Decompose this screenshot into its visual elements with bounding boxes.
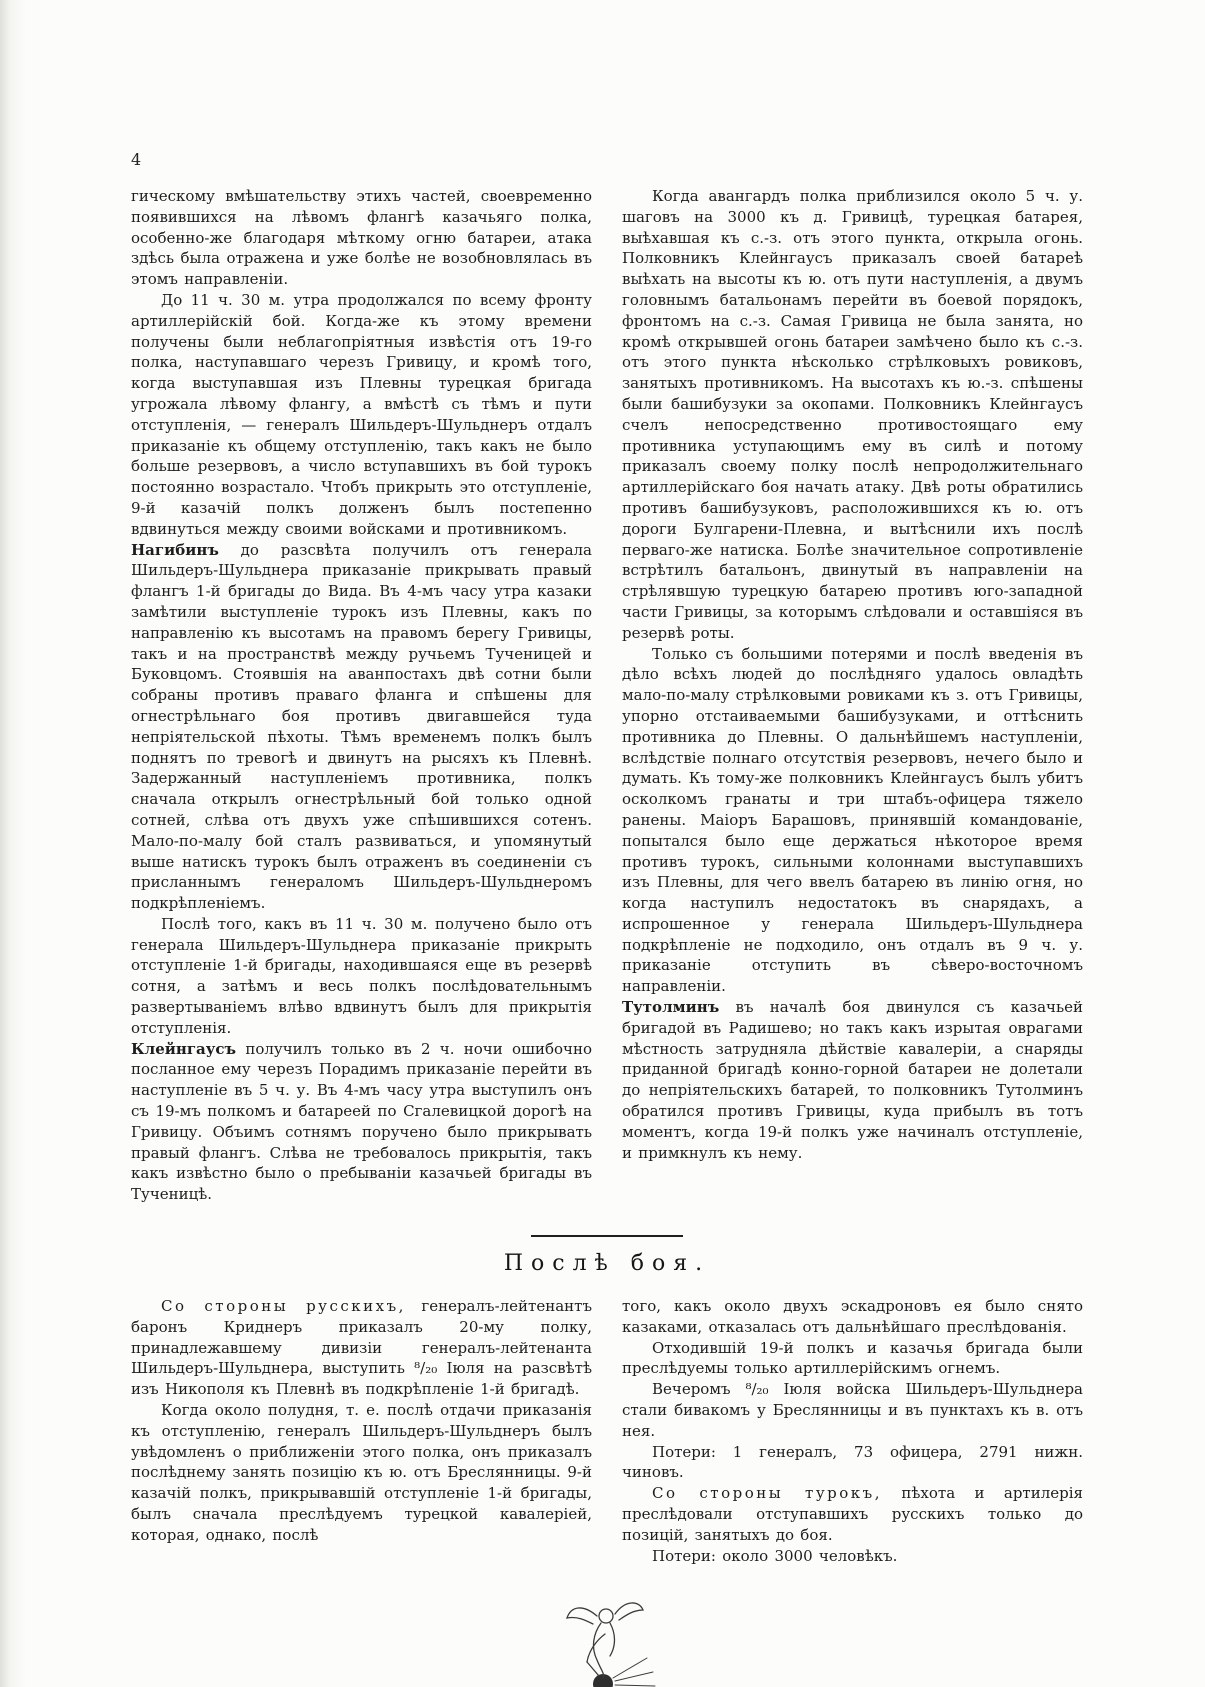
tailpiece-vignette-illustration — [131, 1590, 1083, 1687]
paragraph: Нагибинъ до разсвѣта получилъ отъ генерала Шильдеръ-Шульднера приказаніе прикрывать правый флангъ 1-й бригады до Вида. Въ 4-мъ часу утра казаки замѣтили выступленіе турокъ изъ Плевны, какъ по направленію къ высотамъ на правомъ берегу Гривицы, такъ и на пространствѣ между ручьемъ Тученицей и Буковцомъ. Стоявшія на аванпостахъ двѣ сотни были собраны противъ праваго фланга и спѣшены для огнестрѣльнаго боя противъ двигавшейся туда непріятельской пѣхоты. Тѣмъ временемъ полкъ былъ поднятъ по тревогѣ и двинутъ на рысяхъ къ Плевнѣ. Задержанный наступленіемъ противника, полкъ сначала открылъ огнестрѣльный бой только одной сотней, слѣва отъ двухъ уже спѣшившихся сотенъ. Мало-по-малу бой сталъ развиваться, и упомянутый выше натискъ турокъ былъ отраженъ въ соединеніи съ присланнымъ генераломъ Шильдеръ-Шульднеромъ подкрѣпленіемъ. — [131, 540, 592, 913]
bottom-right-column — [622, 1296, 1083, 1566]
cherub-engraving-icon — [547, 1590, 667, 1687]
bottom-two-column-text — [131, 1296, 1083, 1566]
paragraph-lead-word: Со стороны турокъ, — [652, 1484, 882, 1503]
paragraph: Потери: около 3000 человѣкъ. — [652, 1546, 898, 1565]
page-content — [131, 186, 1083, 1687]
paragraph: Вечеромъ ⁸/₂₀ Іюля войска Шильдеръ-Шульднера стали бивакомъ у Бреслянницы и въ пунктахъ къ в. отъ нея. — [622, 1380, 1083, 1440]
top-left-column — [131, 186, 592, 1205]
paragraph: Со стороны русскихъ, генералъ-лейтенантъ баронъ Криднеръ приказалъ 20-му полку, принадлежавшему дивизіи генералъ-лейтенанта Шильдеръ-Шульднера, выступить ⁸/₂₀ Іюля на разсвѣтѣ изъ Никополя къ Плевнѣ въ подкрѣпленіе 1-й бригадѣ. — [131, 1297, 592, 1399]
paragraph: До 11 ч. 30 м. утра продолжался по всему фронту артиллерійскій бой. Когда-же къ этому времени получены были неблагопріятныя извѣстія отъ 19-го полка, наступавшаго черезъ Гривицу, и кромѣ того, когда выступавшая изъ Плевны турецкая бригада угрожала лѣвому флангу, а вмѣстѣ съ тѣмъ и пути отступленія, — генералъ Шильдеръ-Шульднеръ отдалъ приказаніе къ общему отступленію, такъ какъ не было больше резервовъ, а число вступавшихъ въ бой турокъ постоянно возрастало. Чтобъ прикрыть это отступленіе, 9-й казачій полкъ долженъ былъ постепенно вдвинуться между своими войсками и противникомъ. — [131, 290, 592, 538]
paragraph: Со стороны турокъ, пѣхота и артилерія преслѣдовали отступавшихъ русскихъ только до позицій, занятыхъ до боя. — [622, 1484, 1083, 1544]
paragraph-lead-word: Клейнгаусъ — [131, 1039, 237, 1058]
paragraph-lead-word: Нагибинъ — [131, 540, 219, 559]
section-divider-rule — [531, 1235, 683, 1237]
paragraph: Отходившій 19-й полкъ и казачья бригада были преслѣдуемы только артиллерійскимъ огнемъ. — [622, 1338, 1083, 1378]
paragraph: Только съ большими потерями и послѣ введенія въ дѣло всѣхъ людей до послѣдняго удалось овладѣть мало-по-малу стрѣлковыми ровиками къ з. отъ Гривицы, упорно отстаиваемыми башибузуками, и оттѣснить противника до Плевны. О дальнѣйшемъ наступленіи, вслѣдствіе полнаго отсутствія резервовъ, нечего было и думать. Къ тому-же полковникъ Клейнгаусъ былъ убитъ осколкомъ гранаты и три штабъ-офицера тяжело ранены. Маіоръ Барашовъ, принявшій командованіе, попытался было еще держаться нѣкоторое время противъ турокъ, сильными колоннами выступавшихъ изъ Плевны, для чего ввелъ батарею въ линію огня, но когда наступилъ недостатокъ въ снарядахъ, а испрошенное у генерала Шильдеръ-Шульднера подкрѣпленіе не подходило, онъ отдалъ въ 9 ч. у. приказаніе отступить въ сѣверо-восточномъ направленіи. — [622, 644, 1083, 996]
paragraph: Клейнгаусъ получилъ только въ 2 ч. ночи ошибочно посланное ему черезъ Порадимъ приказаніе перейти въ наступленіе въ 5 ч. у. Въ 4-мъ часу утра выступилъ онъ съ 19-мъ полкомъ и батареей по Сгалевицкой дорогѣ на Гривицу. Объимъ сотнямъ поручено было прикрывать правый флангъ. Слѣва не требовалось прикрытія, такъ какъ извѣстно было о пребываніи казачьей бригады въ Тученицѣ. — [131, 1039, 592, 1204]
paragraph-lead-word: Тутолминъ — [622, 998, 720, 1017]
paragraph: того, какъ около двухъ эскадроновъ ея было снято казаками, отказалась отъ дальнѣйшаго преслѣдованія. — [622, 1297, 1083, 1336]
paragraph: гическому вмѣшательству этихъ частей, своевременно появившихся на лѣвомъ флангѣ казачьяго полка, особенно-же благодаря мѣткому огню батареи, атака здѣсь была отражена и уже болѣе не возобновлялась въ этомъ направленіи. — [131, 187, 592, 289]
paragraph: Потери: 1 генералъ, 73 офицера, 2791 нижн. чиновъ. — [622, 1442, 1083, 1482]
top-right-column — [622, 186, 1083, 1205]
paragraph: Когда авангардъ полка приблизился около 5 ч. у. шаговъ на 3000 къ д. Гривицѣ, турецкая батарея, выѣхавшая къ с.-з. отъ этого пункта, открыла огонь. Полковникъ Клейнгаусъ приказалъ своей батареѣ выѣхать на высоты къ ю. отъ пути наступленія, а двумъ головнымъ батальонамъ перейти въ боевой порядокъ, фронтомъ на с.-з. Самая Гривица не была занята, но кромѣ открывшей огонь батареи замѣчено было къ с.-з. отъ этого пункта нѣсколько стрѣлковыхъ ровиковъ, занятыхъ противникомъ. На высотахъ къ ю.-з. спѣшены были башибузуки за окопами. Полковникъ Клейнгаусъ счелъ непосредственно противостоящаго ему противника уступающимъ ему въ силѣ и потому приказалъ своему полку послѣ непродолжительнаго артиллерійскаго боя начать атаку. Двѣ роты обратились противъ башибузуковъ, расположившихся къ ю. отъ дороги Булгарени-Плевна, и вытѣснили ихъ послѣ перваго-же натиска. Болѣе значительное сопротивленіе встрѣтилъ батальонъ, двинутый въ направленіи на стрѣлявшую турецкую батарею противъ юго-западной части Гривицы, за которымъ слѣдовали и оставшіяся въ резервѣ роты. — [622, 187, 1083, 642]
paragraph-lead-word: Со стороны русскихъ, — [161, 1297, 406, 1316]
section-heading: Послѣ боя. — [503, 1251, 711, 1277]
bottom-left-column — [131, 1296, 592, 1566]
page-number: 4 — [131, 150, 142, 169]
top-two-column-text — [131, 186, 1083, 1205]
paragraph: Тутолминъ въ началѣ боя двинулся съ казачьей бригадой въ Радишево; но такъ какъ изрытая оврагами мѣстность затрудняла дѣйствіе кавалеріи, а снаряды приданной бригадѣ конно-горной батареи не долетали до непріятельскихъ батарей, то полковникъ Тутолминъ обратился противъ Гривицы, куда прибылъ въ тотъ моментъ, когда 19-й полкъ уже начиналъ отступленіе, и примкнулъ къ нему. — [622, 998, 1083, 1162]
paragraph: Послѣ того, какъ въ 11 ч. 30 м. получено было отъ генерала Шильдеръ-Шульднера приказаніе прикрыть отступленіе 1-й бригады, находившаяся еще въ резервѣ сотня, а затѣмъ и весь полкъ послѣдовательнымъ развертываніемъ влѣво вдвинутъ былъ для прикрытія отступленія. — [131, 914, 592, 1037]
paragraph: Когда около полудня, т. е. послѣ отдачи приказанія къ отступленію, генералъ Шильдеръ-Шульднеръ былъ увѣдомленъ о приближеніи этого полка, онъ приказалъ послѣднему занять позицію къ ю. отъ Бреслянницы. 9-й казачій полкъ, прикрывавшій отступленіе 1-й бригады, былъ сначала преслѣдуемъ турецкой кавалеріей, которая, однако, послѣ — [131, 1401, 592, 1544]
